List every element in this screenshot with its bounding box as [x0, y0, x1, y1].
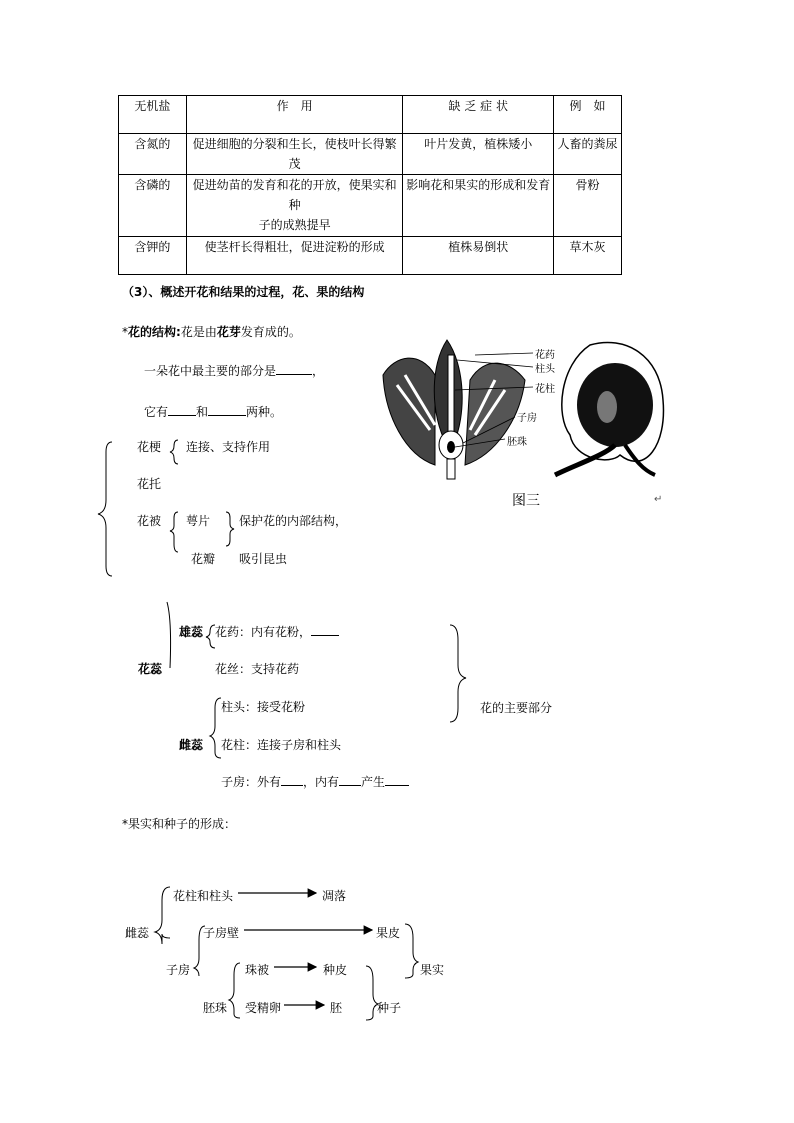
answer-blank[interactable] [276, 362, 312, 375]
heading-star: * [122, 325, 128, 339]
question-text: 一朵花中最主要的部分是 [144, 364, 277, 378]
table-row [119, 175, 622, 237]
pericarp-label: 果皮 [376, 926, 401, 940]
stamen-label: 雄蕊 [179, 625, 204, 639]
figure-label-anther: 花药 [535, 350, 555, 361]
pedicel-label: 花梗 [137, 440, 162, 454]
answer-blank[interactable] [281, 773, 303, 786]
table-cell-salt: 含氮的 [119, 134, 187, 175]
question-main-part [144, 362, 324, 379]
anther-text [215, 623, 339, 640]
seed-coat-label: 种皮 [323, 963, 348, 977]
table-cell-example: 骨粉 [554, 175, 622, 237]
paragraph-mark: ↵ [654, 494, 663, 505]
table-cell-symptom: 影响花和果实的形成和发育 [403, 175, 554, 237]
style-stigma-label: 花柱和柱头 [173, 889, 234, 903]
section-3-heading: （3）、概述开花和结果的过程，花、果的结构 [122, 285, 365, 299]
main-part-label: 花的主要部分 [480, 701, 553, 715]
table-header-row [119, 96, 622, 134]
table-cell-effect-line1: 促进幼苗的发育和花的开放，使果实和种 [192, 178, 397, 212]
answer-blank[interactable] [311, 623, 339, 636]
answer-blank[interactable] [385, 773, 409, 786]
figure-label-style: 花柱 [535, 384, 555, 395]
question-text: 两种。 [246, 405, 283, 419]
heading-text-a: 花是由 [180, 325, 217, 339]
table-row [119, 237, 622, 275]
heading-bold: 花的结构: [128, 325, 181, 339]
sepal-role: 保护花的内部结构， [239, 514, 348, 528]
ovary-desc: 产生 [361, 775, 386, 789]
answer-blank[interactable] [208, 403, 246, 416]
flower-structure-heading [122, 323, 301, 340]
fruit-label: 果实 [420, 963, 445, 977]
pedicel-role: 连接、支持作用 [186, 440, 271, 454]
petal-label: 花瓣 [191, 552, 216, 566]
heading-text-b: 发育成的。 [240, 325, 301, 339]
ovary-text [221, 773, 409, 790]
fertilized-egg-label: 受精卵 [245, 1001, 282, 1015]
fruit-pistil-label: 雌蕊 [125, 926, 150, 940]
table-row [119, 134, 622, 175]
ovule-label: 胚珠 [203, 1001, 228, 1015]
heading-bold-bud: 花芽 [216, 325, 241, 339]
receptacle-label: 花托 [137, 477, 162, 491]
mineral-salt-table [118, 95, 622, 275]
pistil-label: 雌蕊 [179, 738, 204, 752]
table-cell-example: 人畜的粪尿 [554, 134, 622, 175]
ovary-wall-label: 子房壁 [203, 926, 240, 940]
table-cell-effect-line2: 子的成熟提早 [258, 218, 331, 232]
flower-core-label: 花蕊 [138, 662, 163, 676]
wither-label: 凋落 [322, 889, 347, 903]
table-header-effect: 作 用 [186, 96, 403, 134]
flower-diagram-icon [375, 335, 670, 480]
table-cell-symptom: 叶片发黄，植株矮小 [403, 134, 554, 175]
ovary-desc: ，内有 [303, 775, 340, 789]
embryo-label: 胚 [330, 1001, 343, 1015]
style-text: 花柱：连接子房和柱头 [221, 738, 342, 752]
anther-desc: 花药：内有花粉， [215, 625, 312, 639]
table-cell-effect: 促进细胞的分裂和生长，使枝叶长得繁茂 [186, 134, 403, 175]
answer-blank[interactable] [339, 773, 361, 786]
sepal-label: 萼片 [186, 514, 211, 528]
fruit-ovary-label: 子房 [166, 963, 191, 977]
table-header-symptom: 缺 乏 症 状 [403, 96, 554, 134]
question-text: 它有 [144, 405, 169, 419]
table-cell-effect: 使茎杆长得粗壮，促进淀粉的形成 [186, 237, 403, 275]
filament-text: 花丝：支持花药 [215, 662, 300, 676]
table-cell-salt: 含磷的 [119, 175, 187, 237]
figure-label-ovule: 胚珠 [507, 437, 527, 448]
question-text: 和 [196, 405, 209, 419]
fruit-seed-heading: *果实和种子的形成： [122, 817, 237, 831]
table-cell-effect [186, 175, 403, 237]
petal-role: 吸引昆虫 [239, 552, 288, 566]
flower-figure [375, 335, 670, 480]
table-header-example: 例 如 [554, 96, 622, 134]
perianth-label: 花被 [137, 514, 162, 528]
figure-caption: 图三 [512, 493, 540, 509]
ovary-desc: 子房：外有 [221, 775, 282, 789]
figure-label-stigma: 柱头 [535, 364, 555, 375]
seed-label: 种子 [377, 1001, 402, 1015]
integument-label: 珠被 [245, 963, 270, 977]
table-cell-symptom: 植株易倒状 [403, 237, 554, 275]
table-header-salt: 无机盐 [119, 96, 187, 134]
table-cell-example: 草木灰 [554, 237, 622, 275]
figure-label-ovary: 子房 [517, 413, 537, 424]
answer-blank[interactable] [168, 403, 196, 416]
stigma-text: 柱头：接受花粉 [221, 700, 306, 714]
question-two-kinds [144, 403, 282, 420]
question-punct: ， [312, 364, 325, 378]
table-cell-salt: 含钾的 [119, 237, 187, 275]
